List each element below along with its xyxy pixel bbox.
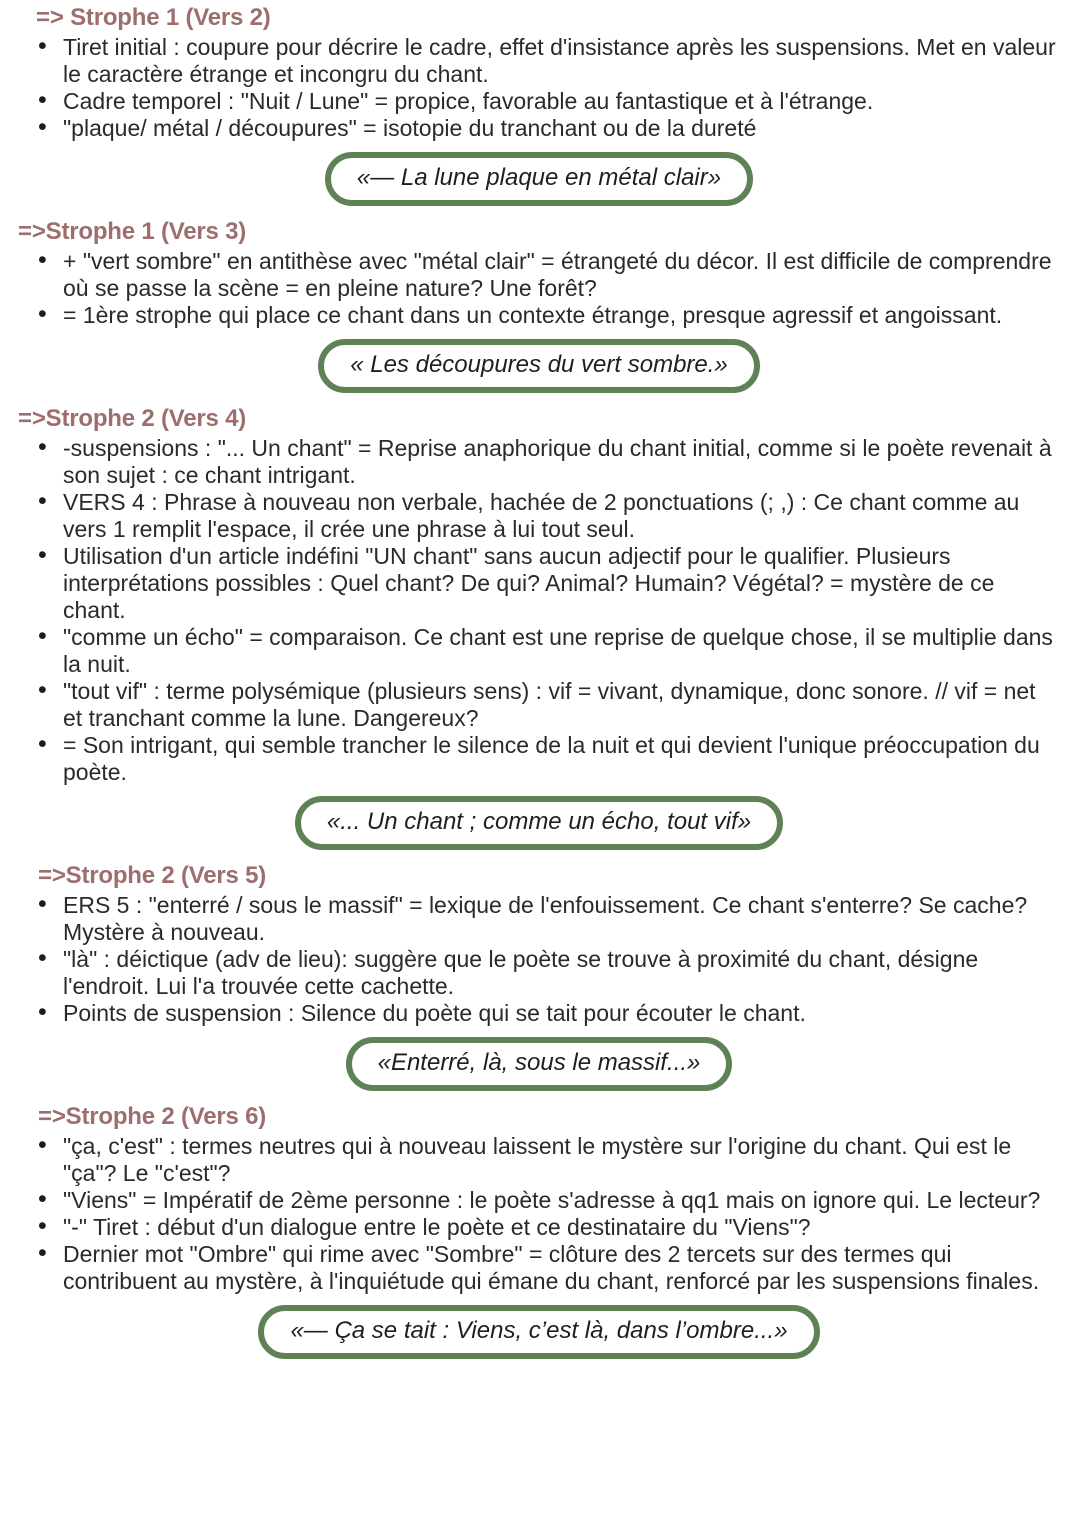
section-strophe2-vers5 — [18, 862, 1060, 1091]
bullet-list — [18, 435, 1060, 786]
bullet-point: • = 1ère strophe qui place ce chant dans un contexte étrange, presque agressif et angoissant. — [36, 302, 1060, 329]
bullet-point: • VERS 4 : Phrase à nouveau non verbale, hachée de 2 ponctuations (; ,) : Ce chant comme au vers 1 remplit l'espace, il crée une phrase à lui tout seul. — [36, 489, 1060, 543]
bullet-point: • "tout vif" : terme polysémique (plusieurs sens) : vif = vivant, dynamique, donc sonore. // vif = net et tranchant comme la lune. Dangereux? — [36, 678, 1060, 732]
bullet-point: • Cadre temporel : "Nuit / Lune" = propice, favorable au fantastique et à l'étrange. — [36, 88, 1060, 115]
bullet-point: • "-" Tiret : début d'un dialogue entre le poète et ce destinataire du "Viens"? — [36, 1214, 1060, 1241]
verse-quote-pill: «Enterré, là, sous le massif...» — [346, 1037, 733, 1091]
bullet-point: • "plaque/ métal / découpures" = isotopie du tranchant ou de la dureté — [36, 115, 1060, 142]
bullet-list — [18, 892, 1060, 1027]
section-strophe1-vers2 — [18, 4, 1060, 206]
bullet-point: • "là" : déictique (adv de lieu): suggère que le poète se trouve à proximité du chant, désigne l'endroit. Lui l'a trouvée cette cachette. — [36, 946, 1060, 1000]
verse-quote-pill: «... Un chant ; comme un écho, tout vif» — [295, 796, 783, 850]
verse-quote-pill: «— Ça se tait : Viens, c’est là, dans l’ombre...» — [258, 1305, 819, 1359]
section-strophe2-vers4 — [18, 405, 1060, 850]
bullet-list — [18, 34, 1060, 142]
bullet-point: • -suspensions : "... Un chant" = Reprise anaphorique du chant initial, comme si le poète revenait à son sujet : ce chant intrigant. — [36, 435, 1060, 489]
section-strophe2-vers6 — [18, 1103, 1060, 1359]
section-strophe1-vers3 — [18, 218, 1060, 393]
bullet-point: • Points de suspension : Silence du poète qui se tait pour écouter le chant. — [36, 1000, 1060, 1027]
verse-quote-pill: «— La lune plaque en métal clair» — [325, 152, 753, 206]
section-heading: =>Strophe 1 (Vers 3) — [18, 218, 247, 245]
section-heading: =>Strophe 2 (Vers 6) — [38, 1103, 267, 1130]
bullet-point: • "Viens" = Impératif de 2ème personne : le poète s'adresse à qq1 mais on ignore qui. Le lecteur? — [36, 1187, 1060, 1214]
bullet-point: • + "vert sombre" en antithèse avec "métal clair" = étrangeté du décor. Il est difficile de comprendre où se passe la scène = en pleine nature? Une forêt? — [36, 248, 1060, 302]
section-heading: =>Strophe 2 (Vers 5) — [38, 862, 267, 889]
bullet-point: • "comme un écho" = comparaison. Ce chant est une reprise de quelque chose, il se multiplie dans la nuit. — [36, 624, 1060, 678]
bullet-point: • Utilisation d'un article indéfini "UN chant" sans aucun adjectif pour le qualifier. Plusieurs interprétations possibles : Quel chant? De qui? Animal? Humain? Végétal? = mystère de ce chant. — [36, 543, 1060, 624]
bullet-list — [18, 1133, 1060, 1295]
bullet-point: • Tiret initial : coupure pour décrire le cadre, effet d'insistance après les suspensions. Met en valeur le caractère étrange et incongru du chant. — [36, 34, 1060, 88]
verse-quote-pill: « Les découpures du vert sombre.» — [318, 339, 760, 393]
bullet-point: • Dernier mot "Ombre" qui rime avec "Sombre" = clôture des 2 tercets sur des termes qui contribuent au mystère, à l'inquiétude qui émane du chant, renforcé par les suspensions finales. — [36, 1241, 1060, 1295]
section-heading: => Strophe 1 (Vers 2) — [36, 4, 271, 31]
bullet-point: • ERS 5 : "enterré / sous le massif" = lexique de l'enfouissement. Ce chant s'enterre? Se cache? Mystère à nouveau. — [36, 892, 1060, 946]
bullet-point: • = Son intrigant, qui semble trancher le silence de la nuit et qui devient l'unique préoccupation du poète. — [36, 732, 1060, 786]
bullet-point: • "ça, c'est" : termes neutres qui à nouveau laissent le mystère sur l'origine du chant. Qui est le "ça"? Le "c'est"? — [36, 1133, 1060, 1187]
section-heading: =>Strophe 2 (Vers 4) — [18, 405, 247, 432]
bullet-list — [18, 248, 1060, 329]
